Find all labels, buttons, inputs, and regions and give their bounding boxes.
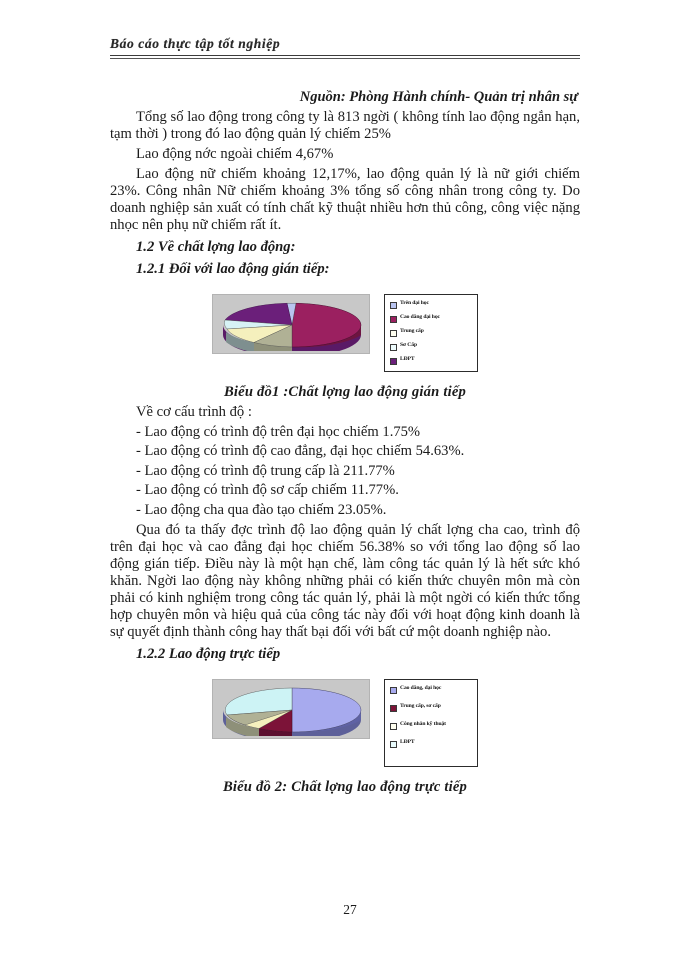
legend-item (390, 356, 473, 365)
paragraph-foreign-labor: Lao động nớc ngoài chiếm 4,67% (136, 146, 334, 163)
legend-item (390, 314, 473, 323)
paragraph-analysis: Qua đó ta thấy đợc trình độ lao động quản lý chất lợng cha cao, trình độ trên đại học và cao đẳng đại học chiếm 56.38% so với tổng lao động số lao động gián tiếp. Điều này là một hạn chế, làm công tác quản lý là hết sức khó khăn. Ngời lao động này không những phải có kiến thức chuyên môn mà còn phải có kinh nghiệm trong công tác quản lý, phải là một ngời có kiến thức tổng hợp chuyên môn và hiệu quả của công tác này đối với hoạt động kinh doanh là sự quyết định thành công hay thất bại đối với bất cứ một doanh nghiệp nào. (110, 522, 580, 641)
legend-label: Sơ Cấp (400, 342, 417, 349)
legend-item (390, 300, 473, 309)
heading-1-2-1: 1.2.1 Đối với lao động gián tiếp: (136, 261, 330, 278)
legend-swatch-icon (390, 330, 397, 337)
legend-item (390, 739, 473, 748)
pie-chart-2-legend (384, 679, 478, 767)
legend-swatch-icon (390, 344, 397, 351)
pie-chart-1-svg (221, 299, 363, 351)
figure-1-caption: Biểu đồ1 :Chất lợng lao động gián tiếp (223, 384, 467, 401)
legend-label: LĐPT (400, 356, 415, 363)
legend-label: Trung cấp (400, 328, 424, 335)
figure-chart-2 (110, 679, 580, 767)
figure-2-caption: Biểu đồ 2: Chất lợng lao động trực tiếp (222, 779, 468, 796)
pie-chart-2-svg (221, 684, 363, 736)
legend-label: Cao đẳng, đại học (400, 685, 442, 692)
legend-item (390, 342, 473, 351)
source-attribution: Nguồn: Phòng Hành chính- Quản trị nhân sự (299, 89, 578, 105)
figure-chart-1 (110, 294, 580, 372)
bullet-item: - Lao động có trình độ trung cấp là 211.77% (136, 462, 395, 479)
bullet-item: - Lao động có trình độ sơ cấp chiếm 11.77%. (136, 482, 399, 498)
page-content (110, 36, 580, 796)
bullet-item: - Lao động có trình độ cao đẳng, đại học chiếm 54.63%. (136, 443, 465, 459)
legend-swatch-icon (390, 358, 397, 365)
legend-label: Trên đại học (400, 300, 429, 307)
legend-swatch-icon (390, 302, 397, 309)
legend-label: Cao đẳng đại học (400, 314, 440, 321)
legend-label: LĐPT (400, 739, 415, 746)
legend-item (390, 328, 473, 337)
paragraph-structure-intro: Về cơ cấu trình độ : (136, 404, 252, 421)
pie-chart-2-plot (212, 679, 370, 739)
legend-item (390, 721, 473, 730)
paragraph-female-labor: Lao động nữ chiếm khoảng 12,17%, lao động quản lý là nữ giới chiếm 23%. Công nhân Nữ chiếm khoảng 3% tổng số công nhân trong công ty. Do doanh nghiệp sản xuất có tính chất kỹ thuật nhiều hơn thủ công, công việc nặng nhọc nên phụ nữ chiếm rất ít. (110, 166, 580, 234)
pie-chart-1-plot (212, 294, 370, 354)
legend-swatch-icon (390, 687, 397, 694)
legend-label: Công nhân kỹ thuật (400, 721, 446, 728)
heading-1-2: 1.2 Về chất lợng lao động: (136, 239, 296, 256)
legend-swatch-icon (390, 723, 397, 730)
legend-item (390, 685, 473, 694)
legend-label: Trung cấp, sơ cấp (400, 703, 441, 710)
paragraph-total-labor: Tổng số lao động trong công ty là 813 ngời ( không tính lao động ngắn hạn, tạm thời ) trong đó lao động quản lý chiếm 25% (110, 109, 580, 143)
bullet-item: - Lao động có trình độ trên đại học chiếm 1.75% (136, 423, 421, 440)
bullet-item: - Lao động cha qua đào tạo chiếm 23.05%. (136, 501, 387, 518)
legend-item (390, 703, 473, 712)
legend-swatch-icon (390, 741, 397, 748)
legend-swatch-icon (390, 316, 397, 323)
page-number: 27 (343, 902, 357, 917)
running-header: Báo cáo thực tập tốt nghiệp (110, 36, 281, 51)
pie-chart-1-legend (384, 294, 478, 372)
legend-swatch-icon (390, 705, 397, 712)
heading-1-2-2: 1.2.2 Lao động trực tiếp (136, 646, 281, 663)
header-divider (110, 55, 580, 59)
